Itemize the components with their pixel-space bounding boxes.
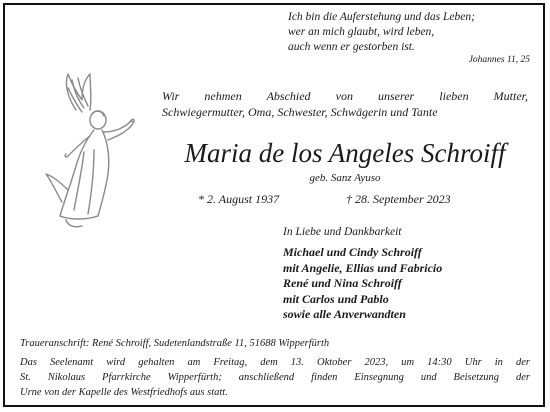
mourner-name: mit Carlos und Pablo bbox=[283, 291, 389, 306]
quote-line: wer an mich glaubt, wird leben, bbox=[288, 26, 435, 38]
service-line: Urne von der Kapelle des Westfriedhofs aus statt. bbox=[20, 387, 228, 398]
farewell-line: Wir nehmen Abschied von unserer lieben Mutter, bbox=[162, 89, 528, 103]
quote-line: auch wenn er gestorben ist. bbox=[288, 41, 415, 53]
service-info bbox=[20, 355, 530, 400]
death-date: † 28. September 2023 bbox=[346, 192, 451, 206]
bible-quote bbox=[288, 10, 528, 55]
mourner-name: sowie alle Anverwandten bbox=[283, 307, 406, 322]
angel-icon bbox=[38, 70, 148, 230]
service-line: Das Seelenamt wird gehalten am Freitag, dem 13. Oktober 2023, um 14:30 Uhr in der bbox=[20, 357, 530, 368]
birth-date: * 2. August 1937 bbox=[198, 192, 280, 206]
mourner-name: mit Angelie, Ellias und Fabricio bbox=[283, 260, 443, 275]
mourning-address: Traueranschrift: René Schroiff, Sudetenlandstraße 11, 51688 Wipperfürth bbox=[20, 338, 330, 349]
farewell-line: Schwiegermutter, Oma, Schwester, Schwägerin und Tante bbox=[162, 105, 438, 119]
mourner-name: René und Nina Schroiff bbox=[283, 276, 402, 291]
maiden-name: geb. Sanz Ayuso bbox=[309, 172, 381, 184]
service-line: St. Nikolaus Pfarrkirche Wipperfürth; anschließend finden Einsegnung und Beisetzung der bbox=[20, 372, 530, 383]
farewell-text bbox=[162, 88, 528, 120]
quote-line: Ich bin die Auferstehung und das Leben; bbox=[288, 11, 475, 23]
mourners-list bbox=[283, 245, 442, 323]
deceased-name: Maria de los Angeles Schroiff bbox=[184, 138, 506, 168]
quote-reference: Johannes 11, 25 bbox=[468, 55, 530, 65]
mourners-heading: In Liebe und Dankbarkeit bbox=[283, 226, 402, 238]
mourner-name: Michael und Cindy Schroiff bbox=[283, 245, 422, 259]
